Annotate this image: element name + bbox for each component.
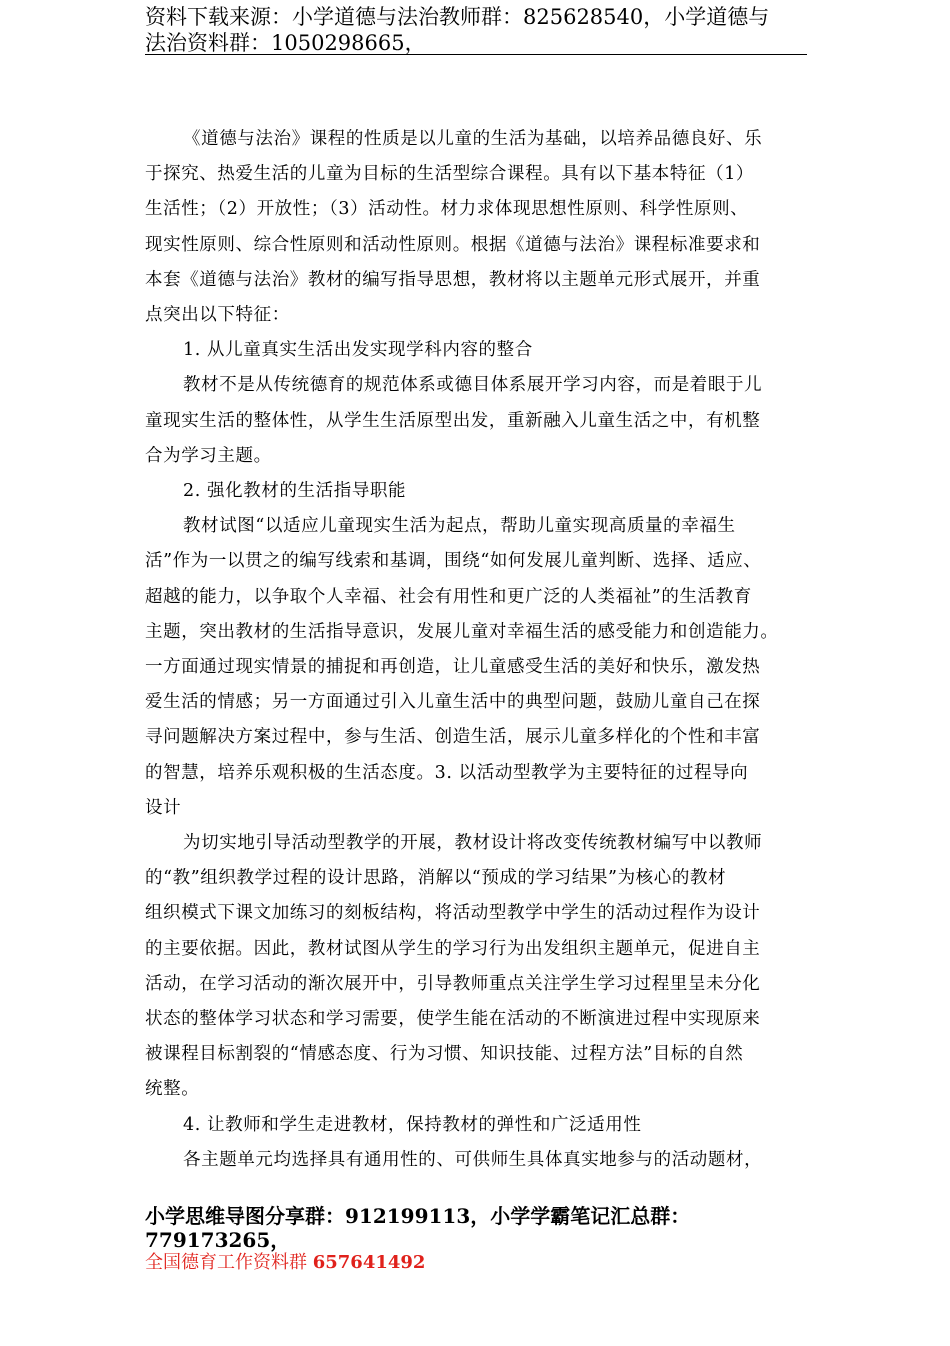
text-line: 寻问题解决方案过程中，参与生活、创造生活，展示儿童多样化的个性和丰富 (145, 727, 761, 748)
text-line: 4. 让教师和学生走进教材，保持教材的弹性和广泛适用性 (183, 1114, 642, 1135)
text-line: 活动，在学习活动的渐次展开中，引导教师重点关注学生学习过程里呈未分化 (145, 973, 761, 994)
text-line: 爱生活的情感；另一方面通过引入儿童生活中的典型问题，鼓励儿童自己在探 (145, 692, 761, 713)
footer-line-1: 小学思维导图分享群：912199113，小学学霸笔记汇总群： (145, 1204, 691, 1228)
text-line: 主题，突出教材的生活指导意识，发展儿童对幸福生活的感受能力和创造能力。 (145, 621, 779, 642)
header-line-1: 资料下载来源：小学道德与法治教师群：825628540，小学道德与 (145, 5, 770, 29)
page-header (145, 4, 807, 56)
text-line: 合为学习主题。 (145, 445, 272, 466)
text-line: 活”作为一以贯之的编写线索和基调，围绕“如何发展儿童判断、选择、适应、 (145, 551, 762, 572)
text-line: 设计 (145, 797, 182, 818)
text-line: 的主要依据。因此，教材试图从学生的学习行为出发组织主题单元，促进自主 (145, 938, 761, 959)
text-line: 2. 强化教材的生活指导职能 (183, 481, 407, 502)
text-line: 为切实地引导活动型教学的开展，教材设计将改变传统教材编写中以教师 (183, 833, 763, 854)
text-line: 状态的整体学习状态和学习需要，使学生能在活动的不断演进过程中实现原来 (145, 1009, 761, 1030)
text-line: 1. 从儿童真实生活出发实现学科内容的整合 (183, 340, 533, 361)
text-line: 教材试图“以适应儿童现实生活为起点，帮助儿童实现高质量的幸福生 (183, 516, 736, 537)
text-line: 于探究、热爱生活的儿童为目标的生活型综合课程。具有以下基本特征（1） (145, 164, 755, 185)
text-line: 的智慧，培养乐观积极的生活态度。3. 以活动型教学为主要特征的过程导向 (145, 762, 749, 783)
text-line: 一方面通过现实情景的捕捉和再创造，让儿童感受生活的美好和快乐，激发热 (145, 657, 761, 678)
footer-red-text: 全国德育工作资料群 (145, 1252, 313, 1273)
text-line: 童现实生活的整体性，从学生生活原型出发，重新融入儿童生活之中，有机整 (145, 410, 761, 431)
header-line-2: 法治资料群：1050298665， (145, 31, 426, 55)
document-body (145, 122, 807, 1178)
text-line: 《道德与法治》课程的性质是以儿童的生活为基础，以培养品德良好、乐 (183, 129, 763, 149)
text-line: 组织模式下课文加练习的刻板结构，将活动型教学中学生的活动过程作为设计 (145, 903, 761, 924)
text-line: 的“教”组织教学过程的设计思路，消解以“预成的学习结果”为核心的教材 (145, 868, 727, 889)
text-line: 点突出以下特征： (145, 305, 290, 326)
text-line: 生活性；（2）开放性；（3）活动性。材力求体现思想性原则、科学性原则、 (145, 199, 749, 220)
footer-red-number: 657641492 (312, 1252, 426, 1273)
text-line: 现实性原则、综合性原则和活动性原则。根据《道德与法治》课程标准要求和 (145, 234, 761, 255)
header-divider (145, 54, 807, 55)
text-line: 统整。 (145, 1079, 200, 1100)
footer-red-note (145, 1252, 425, 1274)
text-line: 被课程目标割裂的“情感态度、行为习惯、知识技能、过程方法”目标的自然 (145, 1044, 744, 1065)
text-line: 本套《道德与法治》教材的编写指导思想，教材将以主题单元形式展开，并重 (145, 269, 761, 290)
text-line: 教材不是从传统德育的规范体系或德目体系展开学习内容，而是着眼于儿 (183, 375, 763, 396)
text-line: 各主题单元均选择具有通用性的、可供师生具体真实地参与的活动题材， (183, 1149, 763, 1170)
footer-line-2: 779173265， (145, 1228, 291, 1252)
text-line: 超越的能力，以争取个人幸福、社会有用性和更广泛的人类福祉”的生活教育 (145, 586, 752, 607)
footer-groups (145, 1204, 807, 1252)
